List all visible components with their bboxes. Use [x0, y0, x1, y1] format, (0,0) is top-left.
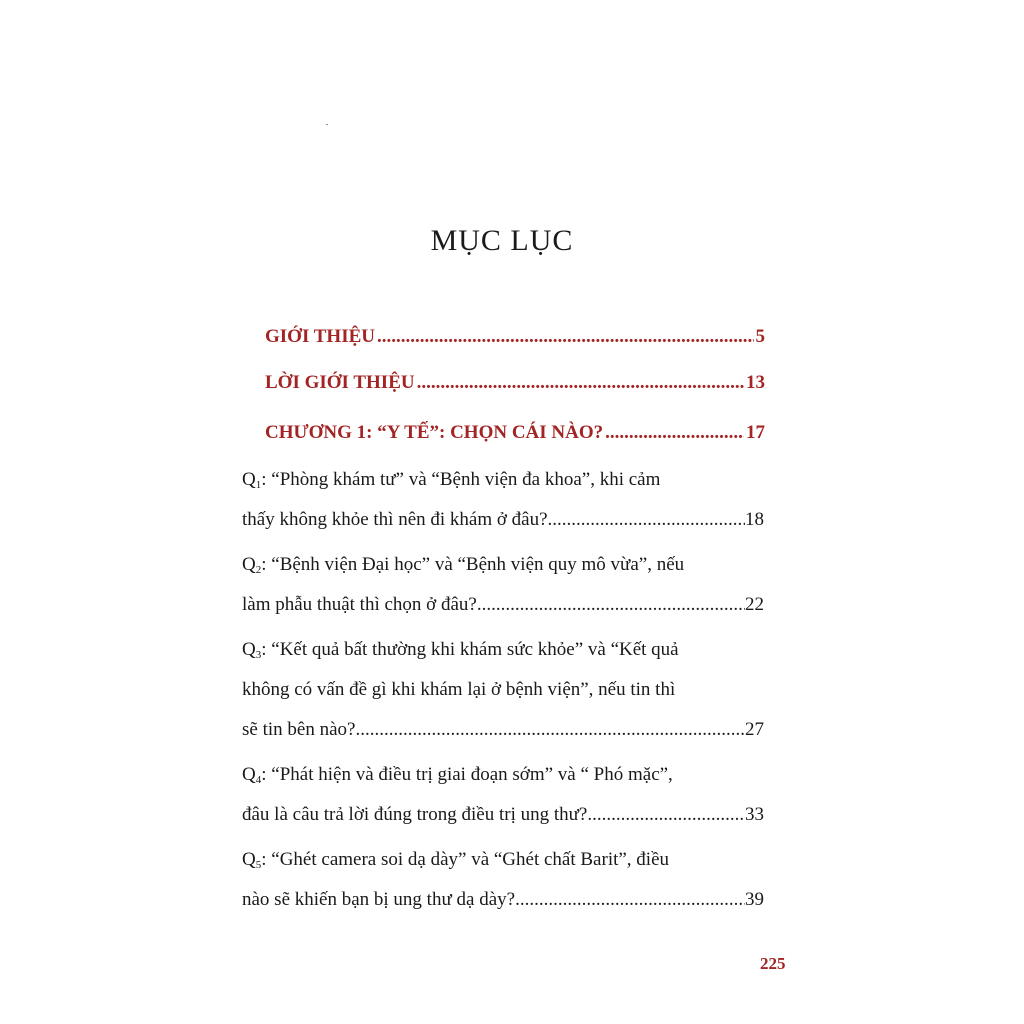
toc-question-3[interactable] — [242, 630, 764, 750]
page-title: MỤC LỤC — [430, 224, 574, 257]
toc-entry-label: GIỚI THIỆU — [265, 326, 375, 347]
question-text: đâu là câu trả lời đúng trong điều trị ung thư? — [242, 804, 588, 825]
question-page: 18 — [745, 509, 764, 530]
toc-entry-page: 13 — [746, 372, 765, 393]
question-text: “Kết quả bất thường khi khám sức khỏe” và “Kết quả — [271, 639, 679, 660]
toc-entry-page: 17 — [746, 422, 765, 443]
question-text: không có vấn đề gì khi khám lại ở bệnh viện”, nếu tin thì — [242, 679, 676, 700]
question-text: thấy không khỏe thì nên đi khám ở đâu? — [242, 509, 548, 530]
scan-speck — [326, 124, 328, 125]
toc-entry-label: CHƯƠNG 1: “Y TẾ”: CHỌN CÁI NÀO? — [265, 422, 604, 443]
question-marker: $Q_2$: — [242, 554, 272, 576]
leader-dots — [605, 422, 744, 444]
question-text: “Ghét camera soi dạ dày” và “Ghét chất Barit”, điều — [271, 849, 670, 870]
question-page: 33 — [745, 804, 764, 825]
question-marker: $Q_4$: — [242, 764, 272, 786]
question-text: “Phòng khám tư” và “Bệnh viện đa khoa”, khi cảm — [271, 469, 661, 490]
question-text: “Bệnh viện Đại học” và “Bệnh viện quy mô vừa”, nếu — [271, 554, 685, 575]
toc-question-1[interactable] — [242, 460, 764, 540]
leader-dots — [355, 710, 745, 750]
question-page: 39 — [745, 889, 764, 910]
toc-question-2[interactable] — [242, 545, 764, 625]
question-text: sẽ tin bên nào? — [242, 719, 356, 740]
toc-question-4[interactable] — [242, 755, 764, 835]
leader-dots — [377, 326, 754, 348]
page-number: 225 — [760, 954, 786, 973]
leader-dots — [548, 500, 745, 540]
leader-dots — [515, 880, 745, 920]
question-marker: $Q_5$: — [242, 849, 272, 871]
question-page: 22 — [745, 594, 764, 615]
question-marker: $Q_3$: — [242, 639, 272, 661]
question-marker: $Q_1$: — [242, 469, 272, 491]
toc-question-5[interactable] — [242, 840, 764, 920]
toc-entry-chuong-1[interactable] — [265, 422, 765, 444]
toc-entry-page: 5 — [755, 326, 765, 347]
question-text: làm phẫu thuật thì chọn ở đâu? — [242, 594, 477, 615]
question-text: nào sẽ khiến bạn bị ung thư dạ dày? — [242, 889, 516, 910]
leader-dots — [477, 585, 745, 625]
toc-entry-loi-gioi-thieu[interactable] — [265, 372, 765, 394]
leader-dots — [417, 372, 744, 394]
toc-entry-label: LỜI GIỚI THIỆU — [265, 372, 415, 393]
question-page: 27 — [745, 719, 764, 740]
question-text: “Phát hiện và điều trị giai đoạn sớm” và “ Phó mặc”, — [271, 764, 673, 785]
toc-entry-gioi-thieu[interactable] — [265, 326, 765, 348]
leader-dots — [587, 795, 745, 835]
